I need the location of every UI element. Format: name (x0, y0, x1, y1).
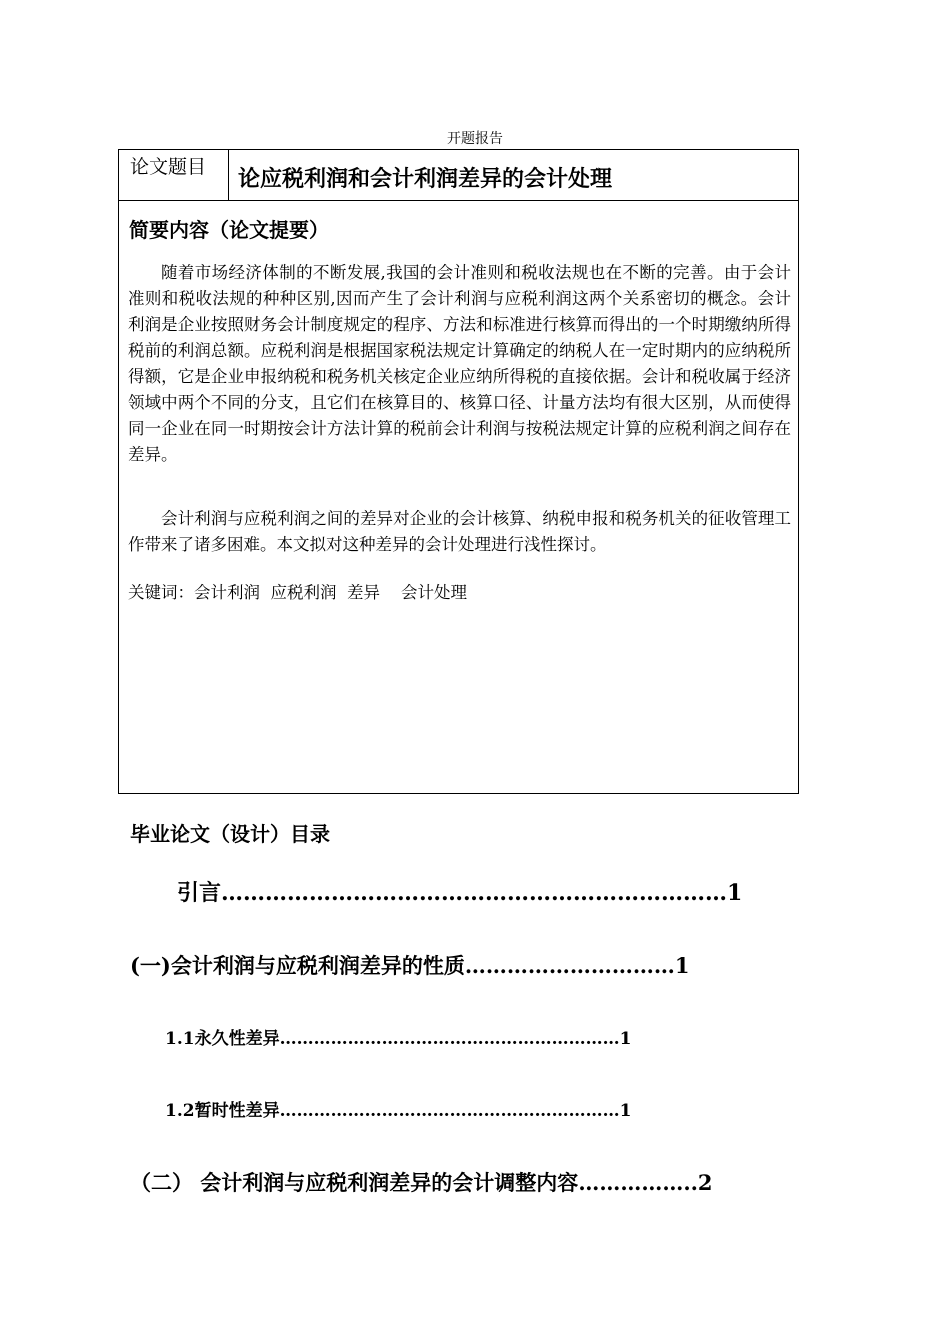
toc-page-number: 1 (619, 1029, 632, 1049)
toc-entry-label: 1.1永久性差异 (165, 1029, 280, 1049)
title-row (119, 150, 798, 201)
toc-page-number: 1 (619, 1101, 632, 1121)
toc-leader-dots: …………………………………………………………… (221, 880, 728, 906)
thesis-title-label: 论文题目 (119, 150, 229, 200)
toc-heading: 毕业论文（设计）目录 (130, 822, 330, 846)
abstract-paragraph-2: 会计利润与应税利润之间的差异对企业的会计核算、纳税申报和税务机关的征收管理工作带来了诸多困难。本文拟对这种差异的会计处理进行浅性探讨。 (128, 509, 791, 554)
toc-entry-label: （二） 会计利润与应税利润差异的会计调整内容 (130, 1170, 579, 1195)
toc-entry-label: (一)会计利润与应税利润差异的性质 (130, 953, 465, 978)
abstract-heading: 简要内容（论文提要） (129, 218, 329, 242)
toc-page-number: 1 (674, 953, 690, 978)
toc-entry-1-2[interactable] (165, 1096, 631, 1121)
thesis-title-value: 论应税利润和会计利润差异的会计处理 (238, 166, 613, 192)
abstract-paragraph-1: 随着市场经济体制的不断发展,我国的会计准则和税收法规也在不断的完善。由于会计准则和税收法规的种种区别,因而产生了会计利润与应税利润这两个关系密切的概念。会计利润是企业按照财务会计制度规定的程序、方法和标准进行核算而得出的一个时期缴纳所得税前的利润总额。应税利润是根据国家税法规定计算确定的纳税人在一定时期内的应纳税所得额，它是企业申报纳税和税务机关核定企业应纳所得税的直接依据。会计和税收属于经济领域中两个不同的分支，且它们在核算目的、核算口径、计量方法均有很大区别，从而使得同一企业在同一时期按会计方法计算的税前会计利润与按税法规定计算的应税利润之间存在差异。 (128, 263, 791, 464)
toc-page-number: 1 (727, 880, 743, 906)
toc-leader-dots: …………………………………………………… (279, 1029, 620, 1049)
proposal-form-box (118, 149, 799, 794)
report-header-title: 开题报告 (447, 131, 503, 147)
toc-entry-label: 引言 (177, 880, 222, 906)
toc-entry-section-2[interactable] (130, 1167, 713, 1197)
toc-leader-dots: …………………………………………………… (279, 1101, 620, 1121)
toc-entry-label: 1.2暂时性差异 (165, 1101, 280, 1121)
toc-entry-1-1[interactable] (165, 1024, 631, 1049)
toc-entry-introduction[interactable] (177, 876, 742, 907)
keywords-line: 关键词：会计利润 应税利润 差异 会计处理 (128, 583, 467, 602)
toc-leader-dots: ……………. (578, 1170, 691, 1195)
toc-leader-dots: ………………………… (464, 953, 675, 978)
toc-entry-section-1[interactable] (130, 950, 690, 980)
toc-page-number: .2 (690, 1170, 713, 1195)
